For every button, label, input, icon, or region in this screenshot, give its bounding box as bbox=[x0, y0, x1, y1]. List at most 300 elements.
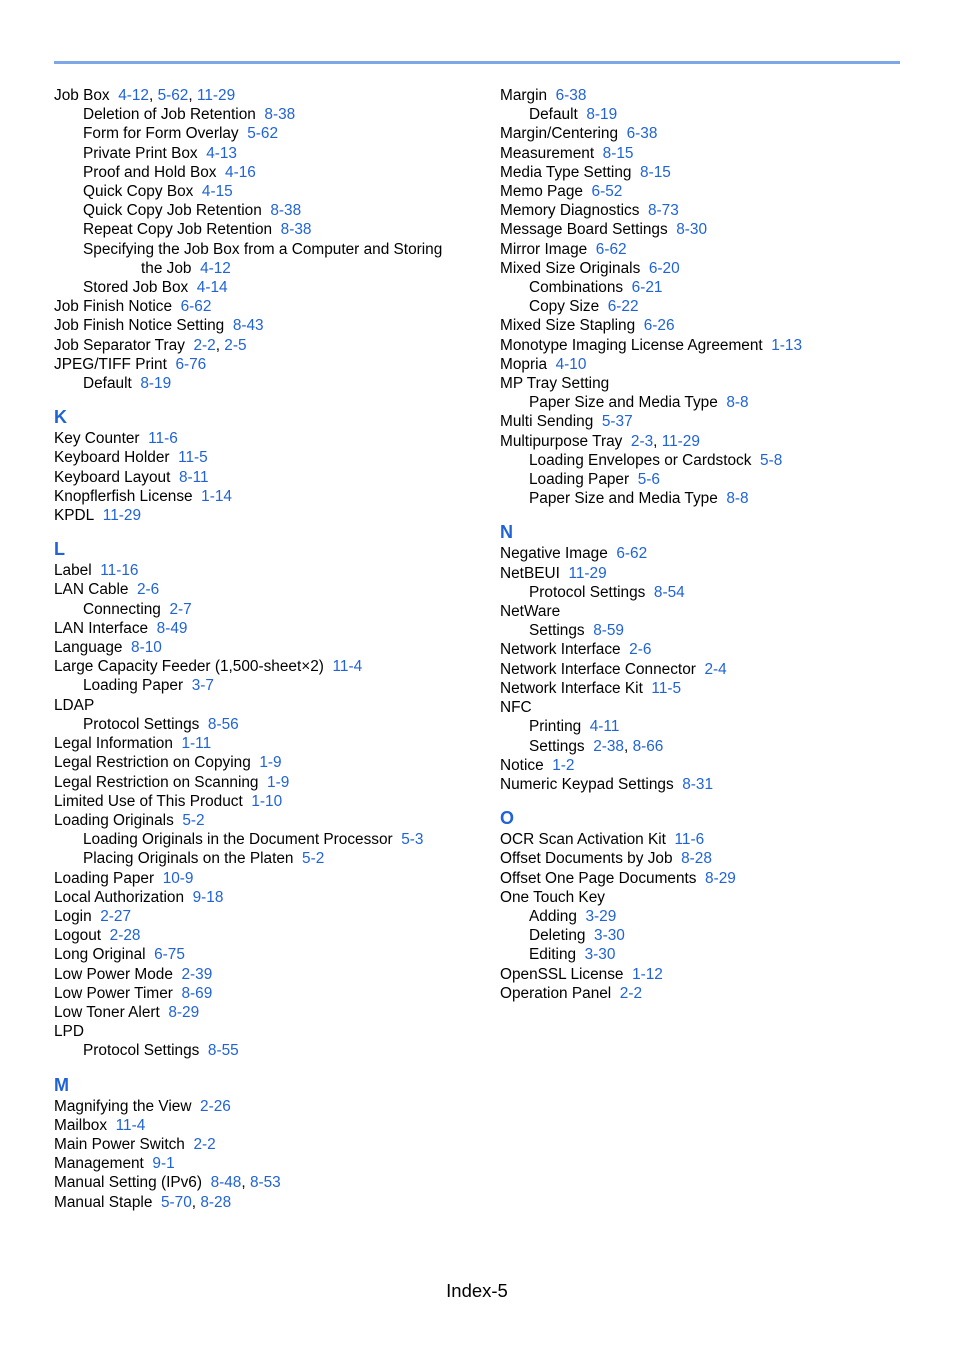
index-term: NFC bbox=[500, 699, 532, 717]
index-term: Operation Panel bbox=[500, 984, 612, 1002]
index-term: Job Finish Notice bbox=[54, 298, 173, 316]
index-term: One Touch Key bbox=[500, 888, 605, 906]
page-ref-link[interactable]: 6-21 bbox=[631, 279, 663, 297]
page-ref-link[interactable]: 8-55 bbox=[207, 1042, 239, 1060]
index-term: Long Original bbox=[54, 946, 146, 964]
page-ref-link[interactable]: 8-38 bbox=[280, 221, 312, 239]
index-entry bbox=[54, 201, 474, 220]
index-entry bbox=[500, 412, 920, 431]
index-entry bbox=[500, 278, 920, 297]
section-letter: K bbox=[54, 407, 67, 428]
index-entry bbox=[500, 984, 920, 1003]
index-term: Settings bbox=[529, 622, 585, 640]
index-term: LDAP bbox=[54, 696, 95, 714]
index-entry bbox=[54, 619, 474, 638]
index-term: Paper Size and Media Type bbox=[529, 490, 718, 508]
page-ref-link[interactable]: 4-12 bbox=[200, 259, 231, 277]
page-ref-link[interactable]: 4-13 bbox=[206, 144, 237, 162]
index-term: LPD bbox=[54, 1023, 84, 1041]
index-term: Settings bbox=[529, 737, 585, 755]
index-term: Deleting bbox=[529, 927, 586, 945]
index-entry bbox=[54, 600, 474, 619]
page-ref-link[interactable]: 8-29 bbox=[705, 869, 736, 887]
page-ref-link[interactable]: 2-4 bbox=[704, 660, 727, 678]
page-ref-link[interactable]: 1-2 bbox=[552, 756, 575, 774]
page-ref-link[interactable]: 1-13 bbox=[771, 336, 803, 354]
index-term: Main Power Switch bbox=[54, 1135, 185, 1153]
index-entry bbox=[500, 336, 920, 355]
index-entry bbox=[500, 564, 920, 583]
index-entry bbox=[500, 86, 920, 105]
page-ref-link[interactable]: 4-12 bbox=[118, 87, 149, 104]
page-ref-link[interactable]: 11-6 bbox=[148, 430, 178, 448]
index-term: OCR Scan Activation Kit bbox=[500, 831, 666, 849]
index-entry: Manual Setting (IPv6) 8-48, 8-53 bbox=[54, 1174, 281, 1192]
section-letter: M bbox=[54, 1074, 69, 1095]
page-ref-link[interactable]: 9-18 bbox=[192, 888, 224, 906]
index-term: Job Separator Tray bbox=[54, 336, 185, 354]
page-ref-link[interactable]: 6-62 bbox=[616, 545, 648, 563]
index-term: NetBEUI bbox=[500, 564, 560, 582]
page-ref-link[interactable]: 8-38 bbox=[270, 202, 302, 220]
index-term: Limited Use of This Product bbox=[54, 792, 243, 810]
index-entry bbox=[500, 297, 920, 316]
index-entry bbox=[54, 984, 474, 1003]
page-ref-link[interactable]: 8-19 bbox=[586, 106, 618, 124]
page-ref-link[interactable]: 8-66 bbox=[632, 737, 664, 755]
index-entry bbox=[54, 696, 474, 715]
index-entry bbox=[500, 849, 920, 868]
index-entry bbox=[500, 182, 920, 201]
index-term: Default bbox=[83, 375, 132, 393]
index-term: Mixed Size Originals bbox=[500, 259, 641, 277]
index-term: Editing bbox=[529, 946, 577, 964]
page-ref-link[interactable]: 11-29 bbox=[196, 87, 236, 104]
index-term: Loading Paper bbox=[54, 869, 155, 887]
index-term: Message Board Settings bbox=[500, 221, 668, 239]
index-entry bbox=[500, 259, 920, 278]
index-column-left bbox=[54, 86, 474, 1212]
index-entry bbox=[500, 945, 920, 964]
index-term: Low Power Mode bbox=[54, 965, 173, 983]
page-ref-link[interactable]: 4-11 bbox=[589, 718, 620, 736]
index-term: Specifying the Job Box from a Computer and Storing bbox=[83, 240, 443, 258]
page-ref-link[interactable]: 4-15 bbox=[201, 183, 233, 201]
index-term: Manual Staple bbox=[54, 1193, 153, 1211]
index-term: OpenSSL License bbox=[500, 965, 624, 983]
page-ref-link[interactable]: 8-31 bbox=[682, 775, 714, 793]
page-ref-link[interactable]: 4-14 bbox=[196, 279, 228, 297]
index-entry bbox=[500, 621, 920, 640]
index-term: Loading Originals bbox=[54, 811, 174, 829]
page-ref-link[interactable]: 5-8 bbox=[760, 451, 783, 469]
index-term: Notice bbox=[500, 756, 544, 774]
index-term: Manual Setting (IPv6) bbox=[54, 1174, 202, 1192]
page-ref-link[interactable]: 8-48 bbox=[210, 1174, 242, 1192]
page-ref-link[interactable]: 11-29 bbox=[102, 507, 142, 525]
index-entry bbox=[54, 240, 474, 259]
index-entry bbox=[54, 1116, 474, 1135]
index-entry bbox=[54, 1135, 474, 1154]
index-entry bbox=[54, 580, 474, 599]
page-ref-link[interactable]: 11-5 bbox=[178, 449, 208, 467]
index-term: Quick Copy Box bbox=[83, 183, 194, 201]
index-entry bbox=[500, 888, 920, 907]
index-entry bbox=[54, 888, 474, 907]
index-entry bbox=[500, 105, 920, 124]
page-ref-link[interactable]: 6-76 bbox=[175, 355, 207, 373]
page-ref-link[interactable]: 2-2 bbox=[619, 984, 643, 1002]
page-ref-link[interactable]: 5-2 bbox=[302, 850, 325, 868]
page-ref-link[interactable]: 6-62 bbox=[180, 298, 212, 316]
page-ref-link[interactable]: 6-62 bbox=[595, 240, 627, 258]
index-entry bbox=[500, 374, 920, 393]
index-term: Legal Restriction on Scanning bbox=[54, 773, 259, 791]
index-entry bbox=[500, 698, 920, 717]
index-term: Large Capacity Feeder (1,500-sheet×2) bbox=[54, 658, 324, 676]
page-ref-link[interactable]: 1-10 bbox=[251, 792, 283, 810]
index-entry bbox=[54, 773, 474, 792]
index-entry bbox=[54, 374, 474, 393]
index-entry bbox=[54, 506, 474, 525]
page-ref-link[interactable]: 6-52 bbox=[591, 183, 623, 201]
index-term: Key Counter bbox=[54, 430, 140, 448]
index-entry bbox=[54, 144, 474, 163]
index-entry bbox=[500, 602, 920, 621]
index-entry bbox=[54, 1041, 474, 1060]
page-ref-link[interactable]: 2-2 bbox=[193, 1135, 216, 1153]
index-entry bbox=[54, 657, 474, 676]
page-ref-link[interactable]: 2-27 bbox=[100, 907, 132, 925]
index-term: MP Tray Setting bbox=[500, 375, 610, 393]
index-term: Adding bbox=[529, 907, 577, 925]
section-letter: N bbox=[500, 522, 513, 543]
page-number: Index-5 bbox=[446, 1280, 508, 1301]
index-term: Local Authorization bbox=[54, 888, 185, 906]
index-term: LAN Interface bbox=[54, 619, 149, 637]
index-entry bbox=[500, 163, 920, 182]
page-ref-link[interactable]: 6-38 bbox=[555, 87, 587, 104]
index-entry bbox=[500, 926, 920, 945]
page-ref-link[interactable]: 8-29 bbox=[168, 1003, 200, 1021]
index-term: Repeat Copy Job Retention bbox=[83, 221, 273, 239]
index-entry bbox=[500, 489, 920, 508]
index-term: Margin bbox=[500, 87, 548, 104]
index-term: KPDL bbox=[54, 507, 95, 525]
index-term: Knopflerfish License bbox=[54, 487, 193, 505]
index-entry bbox=[54, 869, 474, 888]
page-ref-link[interactable]: 2-6 bbox=[629, 641, 652, 659]
index-term: Quick Copy Job Retention bbox=[83, 202, 262, 220]
index-entry bbox=[54, 429, 474, 448]
page-ref-link[interactable]: 5-6 bbox=[637, 471, 660, 489]
index-term: Mirror Image bbox=[500, 240, 588, 258]
index-term: Mopria bbox=[500, 355, 548, 373]
index-term: Legal Restriction on Copying bbox=[54, 754, 251, 772]
index-entry bbox=[500, 220, 920, 239]
index-term: Low Toner Alert bbox=[54, 1003, 160, 1021]
index-term: Network Interface bbox=[500, 641, 621, 659]
page-ref-link[interactable]: 6-38 bbox=[626, 125, 658, 143]
index-entry: Job Box 4-12, 5-62, 11-29 bbox=[54, 87, 236, 104]
index-term: Memory Diagnostics bbox=[500, 202, 640, 220]
index-entry bbox=[54, 734, 474, 753]
index-entry bbox=[500, 316, 920, 335]
page-ref-link[interactable]: 3-29 bbox=[585, 907, 617, 925]
index-term: Deletion of Job Retention bbox=[83, 106, 256, 124]
index-term: Offset Documents by Job bbox=[500, 850, 673, 868]
index-entry bbox=[54, 1154, 474, 1173]
index-entry: Settings 2-38, 8-66 bbox=[529, 737, 664, 755]
page-ref-link[interactable]: 1-14 bbox=[201, 487, 232, 505]
index-entry bbox=[500, 679, 920, 698]
page-ref-link[interactable]: 8-69 bbox=[181, 984, 213, 1002]
page-ref-link[interactable]: 5-62 bbox=[247, 125, 279, 143]
index-term: Private Print Box bbox=[83, 144, 198, 162]
index-entry bbox=[500, 544, 920, 563]
page-ref-link[interactable]: 8-11 bbox=[178, 468, 209, 486]
index-entry bbox=[500, 717, 920, 736]
index-entry bbox=[500, 355, 920, 374]
index-term: Login bbox=[54, 907, 92, 925]
page-ref-link[interactable]: 10-9 bbox=[162, 869, 194, 887]
index-entry: Job Separator Tray 2-2, 2-5 bbox=[54, 336, 247, 354]
index-term: Low Power Timer bbox=[54, 984, 173, 1002]
page-ref-link[interactable]: 8-10 bbox=[131, 639, 162, 657]
index-term: Negative Image bbox=[500, 545, 608, 563]
page-ref-link[interactable]: 1-11 bbox=[181, 735, 212, 753]
index-entry bbox=[54, 830, 474, 849]
index-term: Proof and Hold Box bbox=[83, 163, 217, 181]
page-ref-link[interactable]: 8-15 bbox=[640, 163, 671, 181]
index-entry bbox=[500, 640, 920, 659]
page-ref-link[interactable]: 2-6 bbox=[137, 581, 160, 599]
index-entry bbox=[54, 297, 474, 316]
page-ref-link[interactable]: 11-6 bbox=[674, 831, 705, 849]
index-term: Language bbox=[54, 639, 123, 657]
index-term: Job Box bbox=[54, 87, 110, 104]
page-ref-link[interactable]: 5-2 bbox=[182, 811, 205, 829]
page-ref-link[interactable]: 5-62 bbox=[157, 87, 189, 104]
page-ref-link[interactable]: 3-30 bbox=[594, 927, 625, 945]
page-ref-link[interactable]: 5-70 bbox=[160, 1193, 192, 1211]
page-ref-link[interactable]: 2-39 bbox=[181, 965, 213, 983]
page-ref-link[interactable]: 11-16 bbox=[100, 562, 139, 580]
index-entry bbox=[54, 676, 474, 695]
index-entry bbox=[54, 965, 474, 984]
page-ref-link[interactable]: 8-15 bbox=[602, 144, 634, 162]
index-term: Loading Paper bbox=[83, 677, 184, 695]
page-ref-link[interactable]: 11-4 bbox=[332, 658, 363, 676]
index-entry bbox=[54, 638, 474, 657]
index-term: Paper Size and Media Type bbox=[529, 394, 718, 412]
index-entry bbox=[54, 1022, 474, 1041]
index-entry bbox=[54, 220, 474, 239]
index-term: Legal Information bbox=[54, 735, 173, 753]
index-term: Job Finish Notice Setting bbox=[54, 317, 225, 335]
page-ref-link[interactable]: 11-29 bbox=[568, 564, 607, 582]
page-ref-link[interactable]: 2-26 bbox=[200, 1097, 231, 1115]
index-entry: Multipurpose Tray 2-3, 11-29 bbox=[500, 432, 700, 450]
page-ref-link[interactable]: 1-12 bbox=[632, 965, 663, 983]
page-ref-link[interactable]: 8-30 bbox=[676, 221, 708, 239]
index-term: Monotype Imaging License Agreement bbox=[500, 336, 763, 354]
index-term: Protocol Settings bbox=[83, 1042, 200, 1060]
page-ref-link[interactable]: 4-10 bbox=[555, 355, 587, 373]
index-entry bbox=[500, 144, 920, 163]
index-entry bbox=[500, 240, 920, 259]
index-term: Margin/Centering bbox=[500, 125, 619, 143]
index-entry bbox=[500, 393, 920, 412]
index-term: NetWare bbox=[500, 603, 561, 621]
index-term: the Job bbox=[141, 259, 192, 277]
index-entry bbox=[54, 278, 474, 297]
index-term: Memo Page bbox=[500, 183, 583, 201]
page-ref-link[interactable]: 6-20 bbox=[648, 259, 680, 277]
index-entry bbox=[54, 316, 474, 335]
index-entry bbox=[500, 907, 920, 926]
page-ref-link[interactable]: 8-8 bbox=[726, 490, 749, 508]
index-entry bbox=[54, 163, 474, 182]
page-ref-link[interactable]: 8-73 bbox=[647, 202, 679, 220]
index-term: Printing bbox=[529, 718, 582, 736]
index-term: Keyboard Holder bbox=[54, 449, 170, 467]
index-entry bbox=[54, 753, 474, 772]
index-term: Management bbox=[54, 1155, 144, 1173]
page-ref-link[interactable]: 1-9 bbox=[267, 773, 290, 791]
index-entry bbox=[500, 869, 920, 888]
index-entry bbox=[54, 945, 474, 964]
page-ref-link[interactable]: 2-28 bbox=[109, 927, 141, 945]
index-term: Offset One Page Documents bbox=[500, 869, 697, 887]
page-ref-link[interactable]: 8-54 bbox=[653, 583, 685, 601]
index-entry: Manual Staple 5-70, 8-28 bbox=[54, 1193, 232, 1211]
page-ref-link[interactable]: 9-1 bbox=[152, 1155, 175, 1173]
index-term: Media Type Setting bbox=[500, 163, 632, 181]
index-entry bbox=[54, 468, 474, 487]
index-entry bbox=[54, 715, 474, 734]
page-ref-link[interactable]: 11-29 bbox=[661, 432, 700, 450]
index-term: JPEG/TIFF Print bbox=[54, 355, 167, 373]
index-entry bbox=[54, 1097, 474, 1116]
index-entry bbox=[54, 448, 474, 467]
page-ref-link[interactable]: 8-43 bbox=[232, 317, 264, 335]
index-column-right bbox=[500, 86, 920, 1003]
index-entry bbox=[54, 849, 474, 868]
index-entry bbox=[500, 756, 920, 775]
index-entry bbox=[500, 583, 920, 602]
index-term: Logout bbox=[54, 927, 102, 945]
index-entry bbox=[54, 355, 474, 374]
page-ref-link[interactable]: 6-26 bbox=[643, 317, 675, 335]
page-ref-link[interactable]: 8-28 bbox=[200, 1193, 232, 1211]
section-letter: L bbox=[54, 539, 65, 560]
index-term: Measurement bbox=[500, 144, 595, 162]
index-entry bbox=[54, 561, 474, 580]
index-entry bbox=[500, 451, 920, 470]
index-entry bbox=[54, 1003, 474, 1022]
index-term: LAN Cable bbox=[54, 581, 129, 599]
page-ref-link[interactable]: 11-5 bbox=[651, 679, 682, 697]
page-ref-link[interactable]: 6-75 bbox=[154, 946, 185, 964]
index-entry bbox=[500, 775, 920, 794]
index-term: Keyboard Layout bbox=[54, 468, 171, 486]
index-entry bbox=[54, 259, 474, 278]
page-ref-link[interactable]: 5-37 bbox=[601, 413, 633, 431]
index-term: Loading Originals in the Document Processor bbox=[83, 831, 393, 849]
index-entry bbox=[500, 660, 920, 679]
index-term: Network Interface Kit bbox=[500, 679, 643, 697]
page-ref-link[interactable]: 2-2 bbox=[193, 336, 216, 354]
page-ref-link[interactable]: 2-38 bbox=[593, 737, 624, 755]
index-term: Multi Sending bbox=[500, 413, 594, 431]
page-ref-link[interactable]: 3-7 bbox=[191, 677, 214, 695]
index-term: Combinations bbox=[529, 279, 624, 297]
page-ref-link[interactable]: 8-38 bbox=[264, 106, 296, 124]
page-ref-link[interactable]: 2-3 bbox=[630, 432, 654, 450]
page-ref-link[interactable]: 11-4 bbox=[115, 1116, 146, 1134]
index-term: Connecting bbox=[83, 600, 161, 618]
page-ref-link[interactable]: 8-53 bbox=[249, 1174, 281, 1192]
index-term: Label bbox=[54, 562, 92, 580]
section-letter: O bbox=[500, 808, 515, 829]
page-ref-link[interactable]: 8-28 bbox=[681, 850, 712, 868]
page-ref-link[interactable]: 8-56 bbox=[207, 715, 239, 733]
index-entry bbox=[54, 926, 474, 945]
index-term: Numeric Keypad Settings bbox=[500, 775, 674, 793]
page-ref-link[interactable]: 8-59 bbox=[593, 622, 624, 640]
page-ref-link[interactable]: 8-19 bbox=[140, 375, 172, 393]
page-ref-link[interactable]: 1-9 bbox=[259, 754, 282, 772]
index-term: Stored Job Box bbox=[83, 279, 189, 297]
index-entry bbox=[54, 105, 474, 124]
page-ref-link[interactable]: 8-8 bbox=[726, 394, 749, 412]
page-ref-link[interactable]: 6-22 bbox=[607, 298, 639, 316]
index-term: Form for Form Overlay bbox=[83, 125, 239, 143]
index-term: Loading Envelopes or Cardstock bbox=[529, 451, 752, 469]
index-entry bbox=[54, 792, 474, 811]
index-term: Network Interface Connector bbox=[500, 660, 696, 678]
index-term: Magnifying the View bbox=[54, 1097, 192, 1115]
index-entry bbox=[500, 201, 920, 220]
index-term: Default bbox=[529, 106, 578, 124]
page-ref-link[interactable]: 4-16 bbox=[225, 163, 256, 181]
page-ref-link[interactable]: 2-7 bbox=[169, 600, 192, 618]
index-term: Mixed Size Stapling bbox=[500, 317, 636, 335]
index-entry bbox=[500, 470, 920, 489]
index-entry bbox=[54, 907, 474, 926]
index-entry bbox=[500, 965, 920, 984]
page-ref-link[interactable]: 2-5 bbox=[224, 336, 247, 354]
index-term: Mailbox bbox=[54, 1116, 108, 1134]
index-entry bbox=[500, 124, 920, 143]
index-entry bbox=[54, 124, 474, 143]
index-entry bbox=[54, 182, 474, 201]
index-term: Multipurpose Tray bbox=[500, 432, 623, 450]
index-term: Loading Paper bbox=[529, 471, 630, 489]
index-term: Protocol Settings bbox=[529, 583, 646, 601]
page-ref-link[interactable]: 8-49 bbox=[156, 619, 188, 637]
page-ref-link[interactable]: 5-3 bbox=[401, 831, 424, 849]
header-rule bbox=[54, 61, 900, 64]
page-ref-link[interactable]: 3-30 bbox=[584, 946, 616, 964]
index-entry bbox=[500, 830, 920, 849]
index-entry bbox=[54, 487, 474, 506]
index-term: Placing Originals on the Platen bbox=[83, 850, 294, 868]
index-term: Copy Size bbox=[529, 298, 600, 316]
index-entry bbox=[54, 811, 474, 830]
index-term: Protocol Settings bbox=[83, 715, 200, 733]
